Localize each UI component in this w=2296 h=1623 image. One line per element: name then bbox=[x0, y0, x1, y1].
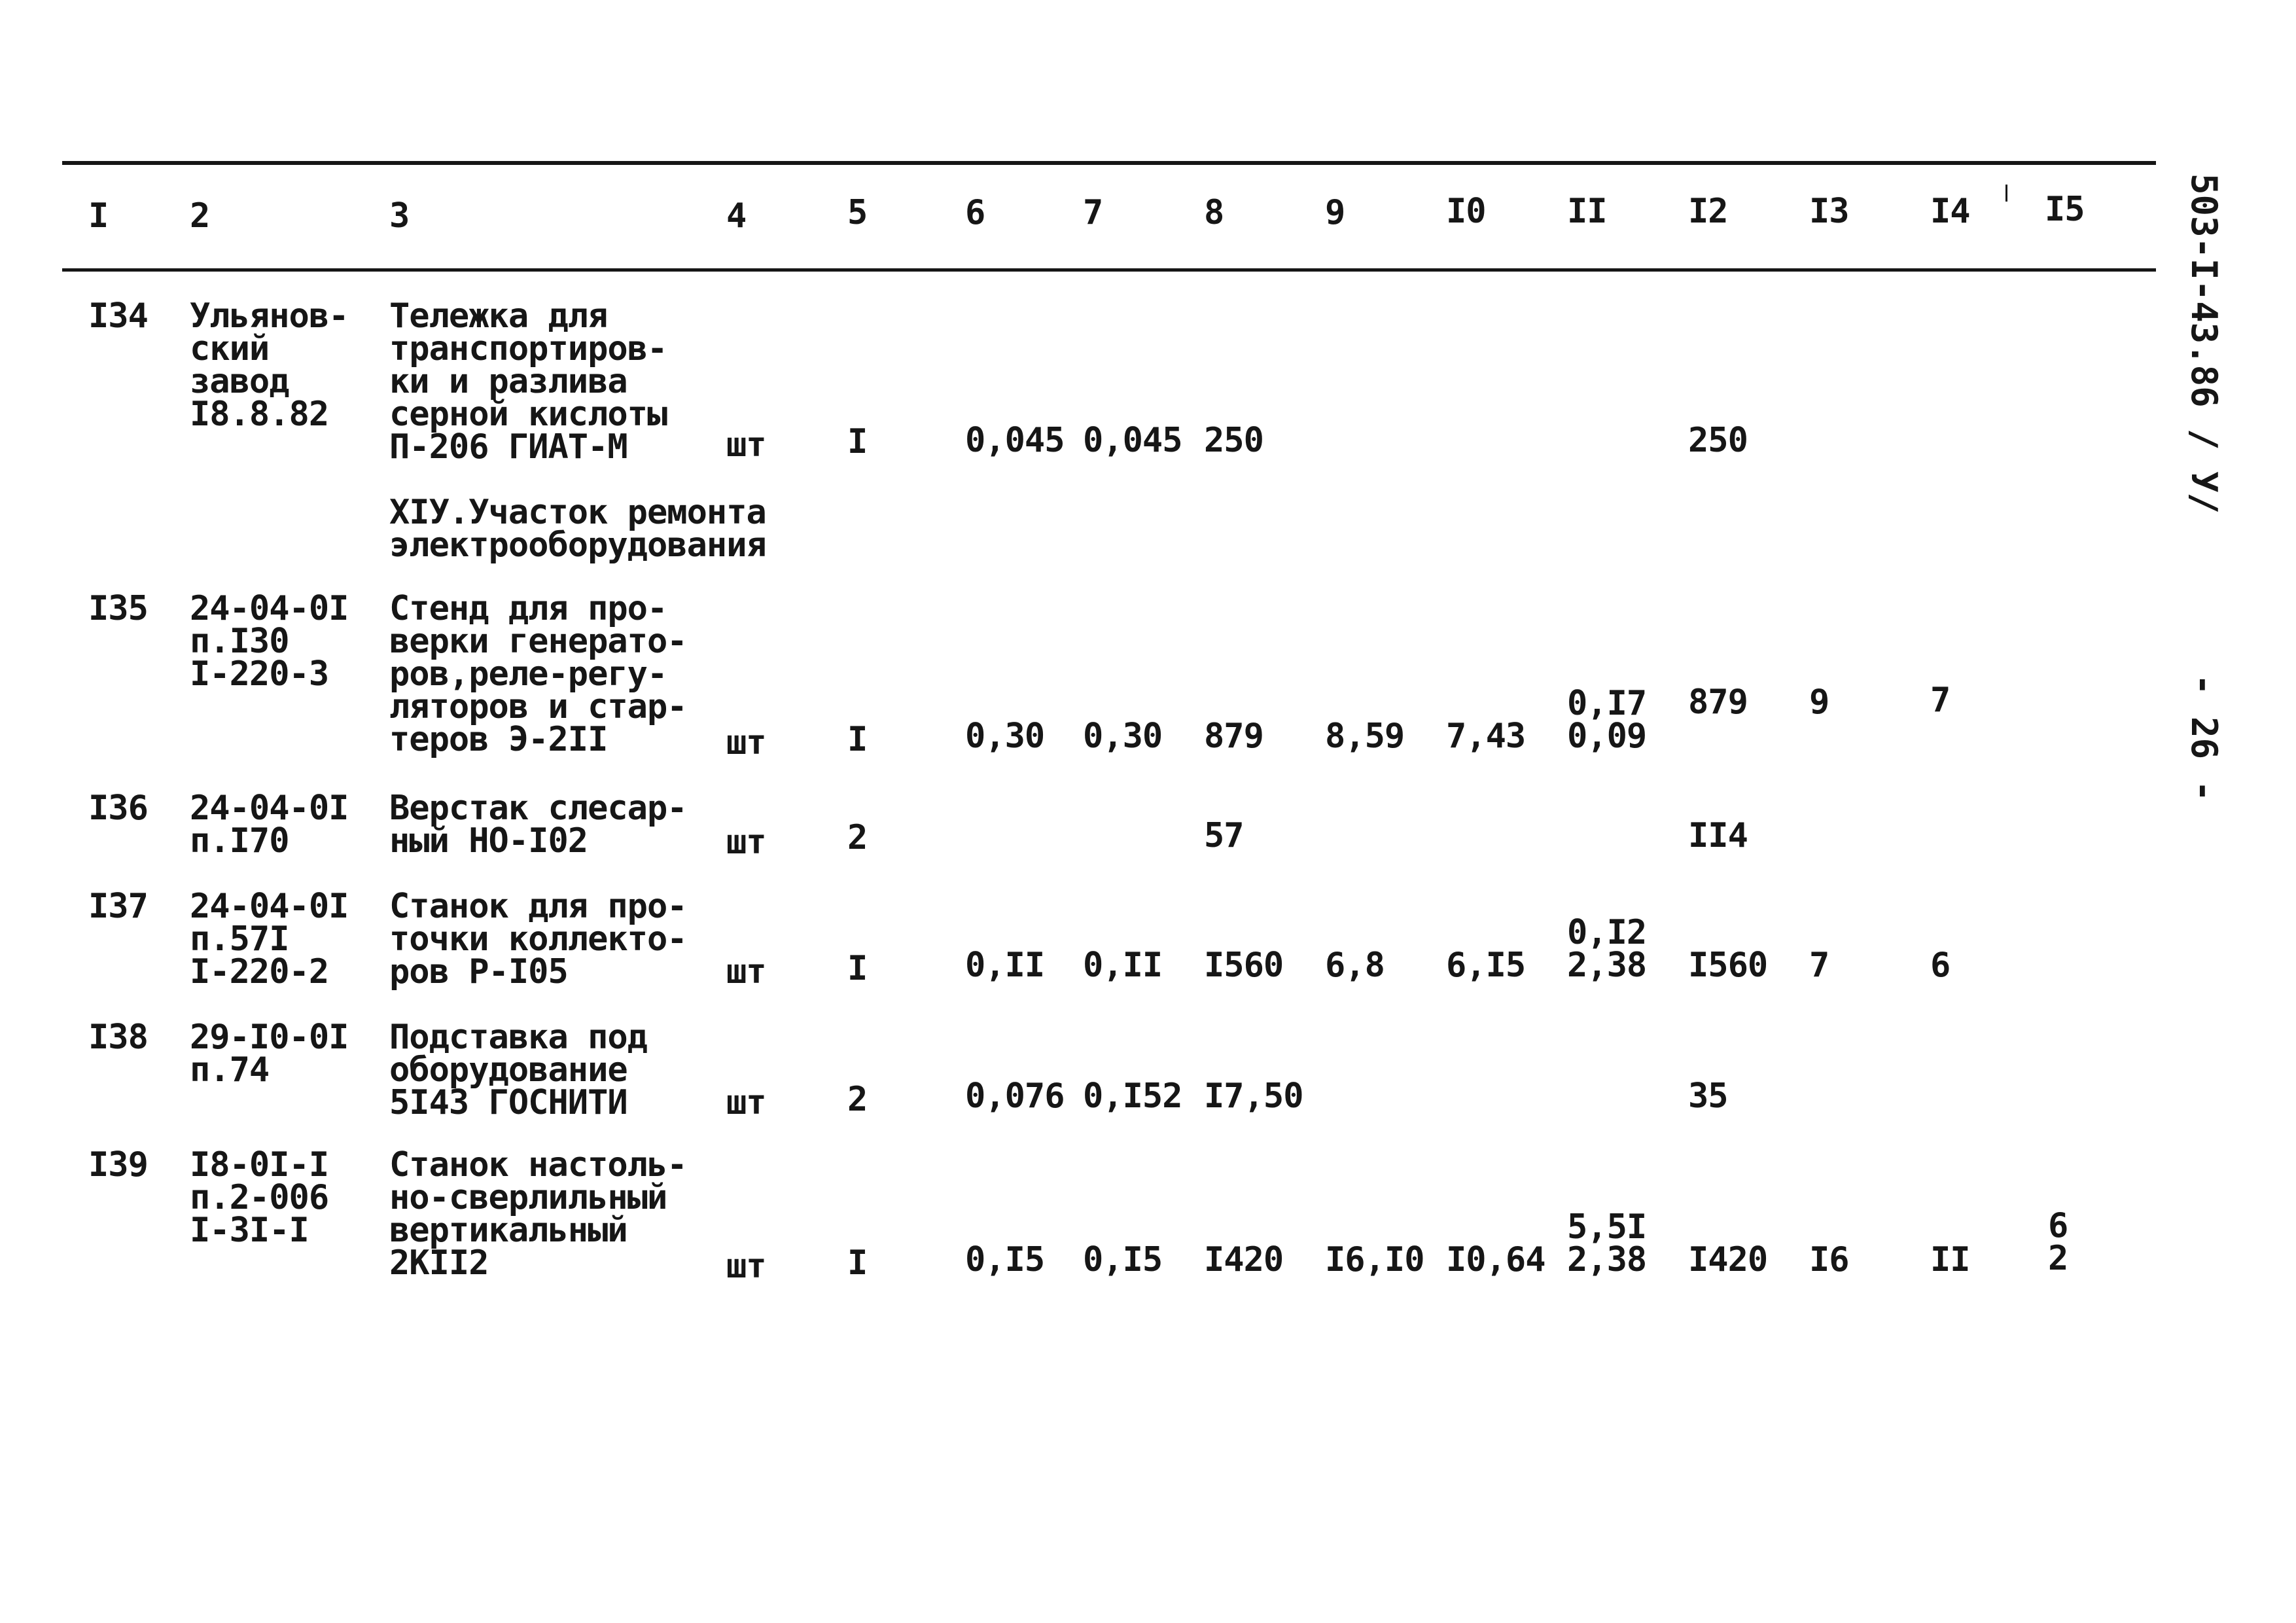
row-number: I36 bbox=[88, 789, 148, 828]
col-header-8: 8 bbox=[1204, 193, 1224, 232]
item-name: Подставка под оборудование 5I43 ГОСНИТИ bbox=[389, 1018, 647, 1122]
col13-value: 7 bbox=[1809, 946, 1829, 985]
col-header-11: II bbox=[1567, 192, 1607, 231]
header-tick bbox=[2005, 185, 2007, 202]
source-ref: 24-04-0I п.57I I-220-2 bbox=[190, 887, 349, 991]
col12-value: II4 bbox=[1688, 816, 1748, 855]
unit: шт bbox=[726, 425, 766, 465]
header-rule bbox=[62, 268, 2156, 272]
col11-value: 0,I7 0,09 bbox=[1567, 684, 1647, 756]
section-heading: ХIУ.Участок ремонта электрооборудования bbox=[389, 493, 766, 565]
col6-value: 0,II bbox=[965, 946, 1045, 985]
col12-value: 250 bbox=[1688, 421, 1748, 460]
col13-value: 9 bbox=[1809, 683, 1829, 722]
col9-value: I6,I0 bbox=[1325, 1240, 1424, 1279]
row-number: I37 bbox=[88, 887, 148, 926]
col10-value: 6,I5 bbox=[1446, 946, 1526, 985]
item-name: Верстак слесар- ный НО-I02 bbox=[389, 789, 687, 861]
col14-value: II bbox=[1930, 1240, 1970, 1279]
col13-value: I6 bbox=[1809, 1240, 1849, 1279]
col8-value: I560 bbox=[1204, 946, 1284, 985]
col-header-5: 5 bbox=[847, 193, 868, 232]
col6-value: 0,30 bbox=[965, 717, 1045, 756]
col14-value: 6 bbox=[1930, 946, 1951, 985]
col-header-1: I bbox=[88, 196, 109, 236]
side-document-code: 503-I-43.86 / У/ bbox=[2183, 173, 2225, 514]
col-header-4: 4 bbox=[726, 196, 747, 236]
col14-value: 7 bbox=[1930, 681, 1951, 720]
col6-value: 0,045 bbox=[965, 421, 1065, 460]
quantity: I bbox=[847, 1243, 868, 1283]
col-header-15: I5 bbox=[2045, 190, 2085, 229]
col-header-3: 3 bbox=[389, 196, 410, 236]
col12-value: I560 bbox=[1688, 946, 1768, 985]
side-page-number: - 26 - bbox=[2183, 674, 2225, 802]
source-ref: 24-04-0I п.I70 bbox=[190, 789, 349, 861]
col8-value: 57 bbox=[1204, 816, 1244, 855]
col12-value: 35 bbox=[1688, 1077, 1728, 1116]
col11-value: 5,5I 2,38 bbox=[1567, 1207, 1647, 1279]
item-name: Станок для про- точки коллекто- ров Р-I05 bbox=[389, 887, 687, 991]
col-header-6: 6 bbox=[965, 193, 985, 232]
unit: шт bbox=[726, 723, 766, 762]
col7-value: 0,045 bbox=[1083, 421, 1182, 460]
source-ref: Ульянов- ский завод I8.8.82 bbox=[190, 296, 349, 434]
col12-value: 879 bbox=[1688, 683, 1748, 722]
quantity: 2 bbox=[847, 818, 868, 857]
col15-value: 6 2 bbox=[2048, 1206, 2068, 1278]
col-header-7: 7 bbox=[1083, 193, 1103, 232]
unit: шт bbox=[726, 1083, 766, 1122]
col6-value: 0,076 bbox=[965, 1077, 1065, 1116]
quantity: I bbox=[847, 422, 868, 461]
col-header-14: I4 bbox=[1930, 192, 1970, 231]
item-name: Станок настоль- но-сверлильный вертикальный 2КII2 bbox=[389, 1145, 687, 1283]
row-number: I39 bbox=[88, 1145, 148, 1185]
col-header-2: 2 bbox=[190, 196, 210, 236]
unit: шт bbox=[726, 823, 766, 862]
source-ref: I8-0I-I п.2-006 I-3I-I bbox=[190, 1145, 329, 1250]
unit: шт bbox=[726, 1247, 766, 1286]
col12-value: I420 bbox=[1688, 1240, 1768, 1279]
col9-value: 6,8 bbox=[1325, 946, 1385, 985]
col11-value: 0,I2 2,38 bbox=[1567, 913, 1647, 985]
col-header-10: I0 bbox=[1446, 192, 1486, 231]
col8-value: I7,50 bbox=[1204, 1077, 1303, 1116]
quantity: I bbox=[847, 949, 868, 988]
source-ref: 24-04-0I п.I30 I-220-3 bbox=[190, 589, 349, 694]
row-number: I34 bbox=[88, 296, 148, 336]
col7-value: 0,30 bbox=[1083, 717, 1163, 756]
col8-value: 879 bbox=[1204, 717, 1263, 756]
col-header-9: 9 bbox=[1325, 193, 1345, 232]
quantity: 2 bbox=[847, 1080, 868, 1119]
row-number: I35 bbox=[88, 589, 148, 628]
col9-value: 8,59 bbox=[1325, 717, 1405, 756]
quantity: I bbox=[847, 720, 868, 759]
col7-value: 0,II bbox=[1083, 946, 1163, 985]
col6-value: 0,I5 bbox=[965, 1240, 1045, 1279]
col8-value: I420 bbox=[1204, 1240, 1284, 1279]
col10-value: I0,64 bbox=[1446, 1240, 1545, 1279]
unit: шт bbox=[726, 952, 766, 991]
item-name: Стенд для про- верки генерато- ров,реле-регу- ляторов и стар- теров Э-2II bbox=[389, 589, 687, 759]
col-header-12: I2 bbox=[1688, 192, 1728, 231]
top-rule bbox=[62, 161, 2156, 165]
col-header-13: I3 bbox=[1809, 192, 1849, 231]
col10-value: 7,43 bbox=[1446, 717, 1526, 756]
col7-value: 0,I5 bbox=[1083, 1240, 1163, 1279]
col7-value: 0,I52 bbox=[1083, 1077, 1182, 1116]
source-ref: 29-I0-0I п.74 bbox=[190, 1018, 349, 1090]
item-name: Тележка для транспортиров- ки и разлива серной кислоты П-206 ГИАТ-М bbox=[389, 296, 667, 467]
row-number: I38 bbox=[88, 1018, 148, 1057]
col8-value: 250 bbox=[1204, 421, 1263, 460]
